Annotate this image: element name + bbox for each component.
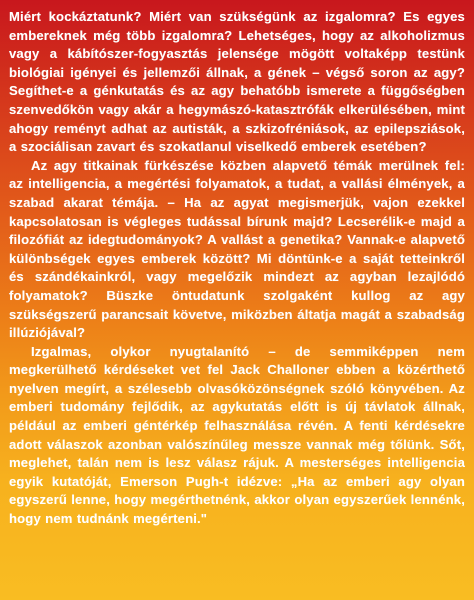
blurb-paragraph-3: Izgalmas, olykor nyugtalanító – de semmiképpen nem megkerülhető kérdéseket vet fel Jack Challoner ebben a közérthető nyelven megírt, a szélesebb olvasóközönségnek szóló könyvében. Az emberi tudomány fejlődik, az agykutatás előtt is új távlatok állnak, például az emberi géntérkép felhasználása révén. A fenti kérdésekre adott válaszok azonban valószínűleg messze vannak még tőlünk. Sőt, meglehet, talán nem is lesz válasz rájuk. A mesterséges intelligencia egyik kutatóját, Emerson Pugh-t idézve: „Ha az emberi agy olyan egyszerű lenne, hogy megérthetnénk, akkor olyan egyszerűek lennénk, hogy nem tudnánk megérteni.": [9, 343, 465, 527]
blurb-paragraph-1: Miért kockáztatunk? Miért van szükségünk az izgalomra? Es egyes embereknek még több izgalomra? Lehetséges, hogy az alkoholizmus vagy a kábítószer-fogyasztás jelensége mögött voltaképp testünk biológiai igényei és jellemzői állnak, a gének – végső soron az agy? Segíthet-e a génkutatás és az agy behatóbb ismerete a függőségben szenvedőkön vagy akár a hegymászó-katasztrófák elkerülésében, mint ahogy reményt adhat az autisták, a szkizofréniások, az epilepsziások, a szociálisan zavart és szokatlanul viselkedő emberek esetében?: [9, 9, 465, 155]
blurb-paragraph-2: Az agy titkainak fürkészése közben alapvető témák merülnek fel: az intelligencia, a megértési folyamatok, a tudat, a vallási élmények, a szabad akarat témája. – Ha az agyat megismerjük, vajon ezekkel kapcsolatosan is végleges tudással bírunk majd? Lecserélik-e majd a filozófiát az idegtudományok? A vallást a genetika? Vannak-e alapvető különbségek egyes emberek között? Mi döntünk-e a saját tetteinkről és szándékainkról, vagy megelőzik mindezt az agyban lezajlódó folyamatok? Büszke öntudatunk szolgaként kullog az agy szükségszerű parancsait követve, miközben áltatja magát a szabadság illúziójával?: [9, 157, 465, 341]
